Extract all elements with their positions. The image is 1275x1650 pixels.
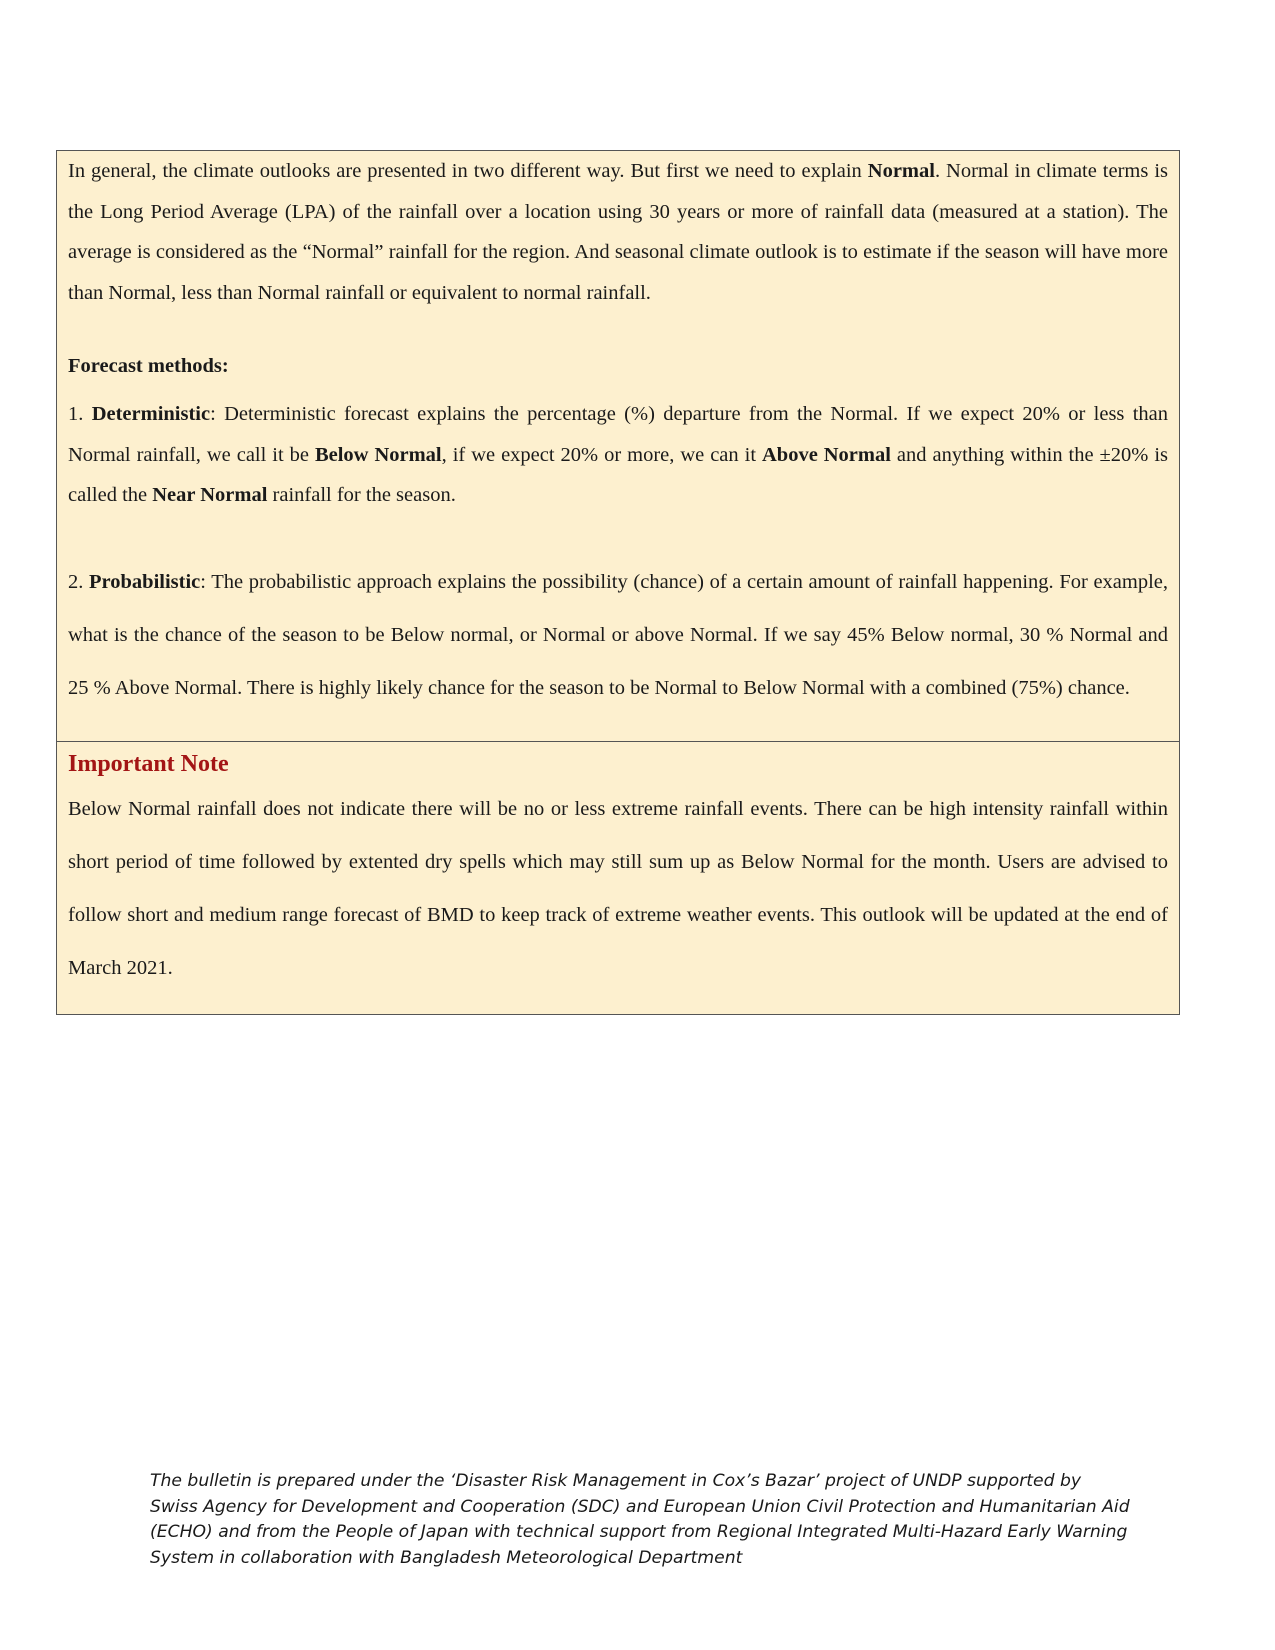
intro-text: In general, the climate outlooks are presented in two different way. But first we need to explain (68, 160, 868, 182)
important-note-box (56, 741, 1180, 1015)
deterministic-text-4: rainfall for the season. (267, 484, 456, 506)
normal-term: Normal (867, 160, 935, 182)
probabilistic-number: 2. (68, 570, 90, 593)
intro-text-continued: . Normal in climate terms is the Long Period Average (LPA) of the rainfall over a location using 30 years or more of rainfall data (measured at a station). The average is considered as the “Normal” rainfall for the region. And seasonal climate outlook is to estimate if the season will have more than Normal, less than Normal rainfall or equivalent to normal rainfall. (68, 160, 1168, 304)
forecast-explanation-box (56, 150, 1180, 742)
deterministic-number: 1. (68, 403, 92, 425)
deterministic-text: : Deterministic forecast explains the percentage (%) departure from the Normal. If we expect 20% or less than Normal rainfall, we call it be (68, 403, 1169, 466)
probabilistic-paragraph (68, 556, 1168, 715)
probabilistic-text: : The probabilistic approach explains the possibility (chance) of a certain amount of rainfall happening. For example, what is the chance of the season to be Below normal, or Normal or above Normal. If we say 45% Below normal, 30 % Normal and 25 % Above Normal. There is highly likely chance for the season to be Normal to Below Normal with a combined (75%) chance. (68, 570, 1169, 699)
near-normal-term: Near Normal (152, 484, 268, 506)
important-note-title: Important Note (68, 751, 229, 777)
below-normal-term: Below Normal (314, 443, 442, 466)
deterministic-text-3: and anything within the ±20% is called the (68, 443, 1169, 506)
footer-credits: The bulletin is prepared under the ‘Disaster Risk Management in Cox’s Bazar’ project of UNDP supported by Swiss Agency for Development and Cooperation (SDC) and European Union Civil Protection and Humanitarian Aid (ECHO) and from the People of Japan with technical support from Regional Integrated Multi-Hazard Early Warning System in collaboration with Bangladesh Meteorological Department (150, 1471, 1130, 1568)
important-note-text: Below Normal rainfall does not indicate there will be no or less extreme rainfall events. There can be high intensity rainfall within short period of time followed by extented dry spells which may still sum up as Below Normal for the month. Users are advised to follow short and medium range forecast of BMD to keep track of extreme weather events. This outlook will be updated at the end of March 2021. (68, 798, 1168, 979)
deterministic-title: Deterministic (91, 403, 211, 425)
deterministic-paragraph (68, 394, 1168, 516)
intro-paragraph (68, 151, 1168, 313)
deterministic-text-2: , if we expect 20% or more, we can it (441, 443, 762, 466)
probabilistic-title: Probabilistic (89, 570, 201, 593)
above-normal-term: Above Normal (761, 443, 891, 466)
forecast-methods-heading: Forecast methods: (68, 355, 229, 377)
